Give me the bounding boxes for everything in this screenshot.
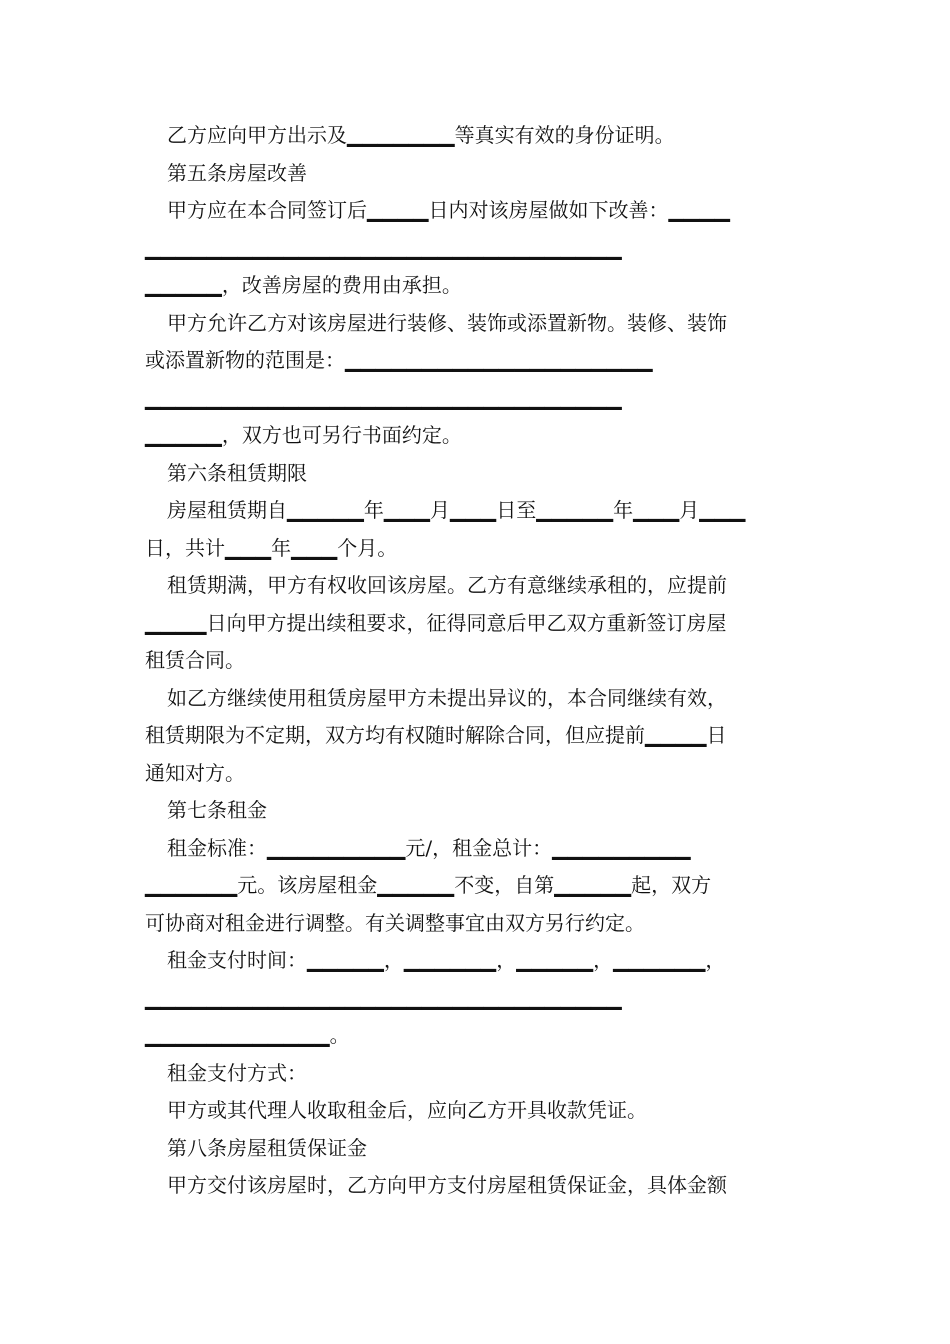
text-line-renewal-3: 租赁合同。 — [145, 648, 245, 672]
text-line-decoration-4: ▁▁▁▁▁，双方也可另行书面约定。 — [145, 423, 462, 447]
heading-article-5: 第五条房屋改善 — [167, 160, 307, 185]
text-line-deposit-1: 甲方交付该房屋时，乙方向甲方支付房屋租赁保证金，具体金额 — [167, 1173, 727, 1197]
text-line-improvement-2: ▁▁▁▁▁▁▁▁▁▁▁▁▁▁▁▁▁▁▁▁▁▁▁▁▁▁▁▁▁▁▁ — [145, 235, 622, 260]
text-line-renewal-1: 租赁期满，甲方有权收回该房屋。乙方有意继续承租的，应提前 — [167, 573, 727, 597]
text-line-receipt: 甲方或其代理人收取租金后，应向乙方开具收款凭证。 — [167, 1098, 647, 1122]
text-line-payment-time-2: ▁▁▁▁▁▁▁▁▁▁▁▁▁▁▁▁▁▁▁▁▁▁▁▁▁▁▁▁▁▁▁ — [145, 985, 622, 1010]
heading-article-7: 第七条租金 — [167, 798, 267, 822]
text-line-improvement-3: ▁▁▁▁▁，改善房屋的费用由承担。 — [145, 273, 462, 297]
text-line-term-1: 房屋租赁期自▁▁▁▁▁年▁▁▁月▁▁▁日至▁▁▁▁▁年▁▁▁月▁▁▁ — [167, 498, 746, 522]
text-line-payment-method: 租金支付方式： — [167, 1060, 307, 1085]
heading-article-8: 第八条房屋租赁保证金 — [167, 1135, 367, 1160]
document-body — [145, 117, 805, 1205]
text-line-payment-time-3: ▁▁▁▁▁▁▁▁▁▁▁▁。 — [145, 1023, 350, 1047]
text-line-indefinite-1: 如乙方继续使用租赁房屋甲方未提出异议的，本合同继续有效， — [167, 685, 727, 710]
text-line-rent-2: ▁▁▁▁▁▁元。该房屋租金▁▁▁▁▁不变，自第▁▁▁▁▁起，双方 — [145, 873, 712, 897]
heading-article-6: 第六条租赁期限 — [167, 460, 307, 485]
text-line-term-2: 日，共计▁▁▁年▁▁▁个月。 — [145, 535, 398, 560]
text-line-id-proof: 乙方应向甲方出示及▁▁▁▁▁▁▁等真实有效的身份证明。 — [167, 123, 675, 147]
text-line-payment-time-1: 租金支付时间：▁▁▁▁▁，▁▁▁▁▁▁，▁▁▁▁▁，▁▁▁▁▁▁， — [167, 948, 726, 972]
text-line-improvement-1: 甲方应在本合同签订后▁▁▁▁日内对该房屋做如下改善：▁▁▁▁ — [167, 198, 731, 222]
text-line-renewal-2: ▁▁▁▁日向甲方提出续租要求，征得同意后甲乙双方重新签订房屋 — [145, 610, 727, 635]
text-line-indefinite-2: 租赁期限为不定期，双方均有权随时解除合同，但应提前▁▁▁▁日 — [145, 723, 727, 747]
text-line-rent-3: 可协商对租金进行调整。有关调整事宜由双方另行约定。 — [145, 910, 645, 935]
text-line-rent-1: 租金标准：▁▁▁▁▁▁▁▁▁元/，租金总计：▁▁▁▁▁▁▁▁▁ — [167, 835, 691, 860]
text-line-decoration-3: ▁▁▁▁▁▁▁▁▁▁▁▁▁▁▁▁▁▁▁▁▁▁▁▁▁▁▁▁▁▁▁ — [145, 385, 622, 410]
text-line-decoration-2: 或添置新物的范围是：▁▁▁▁▁▁▁▁▁▁▁▁▁▁▁▁▁▁▁▁ — [145, 348, 653, 372]
text-line-decoration-1: 甲方允许乙方对该房屋进行装修、装饰或添置新物。装修、装饰 — [167, 310, 727, 335]
text-line-indefinite-3: 通知对方。 — [145, 760, 245, 785]
